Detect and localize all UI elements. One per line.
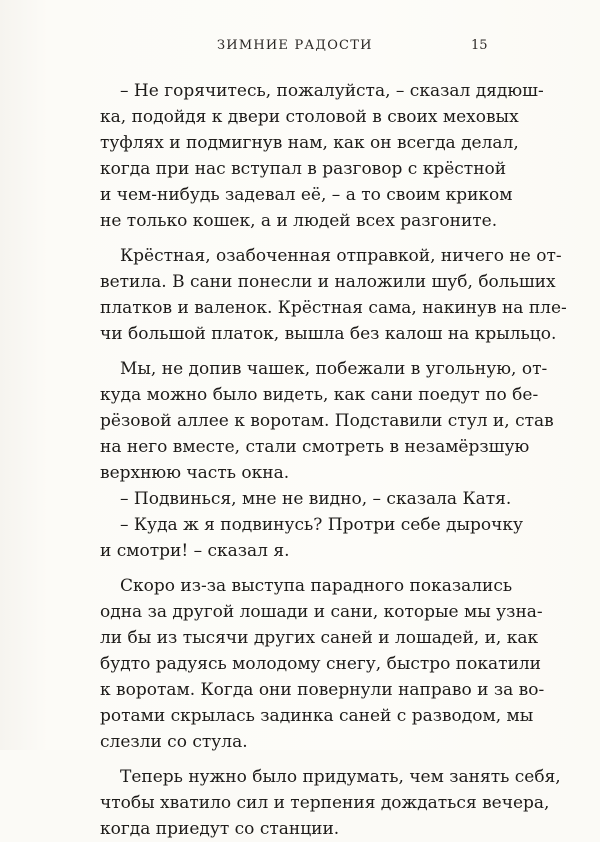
text-line: – Не горячитесь, пожалуйста, – сказал дядюш-	[120, 81, 544, 101]
text-line: к воротам. Когда они повернули направо и за во-	[100, 680, 545, 700]
page-header	[0, 38, 600, 58]
text-line: ротами скрылась задинка саней с разводом, мы	[100, 706, 534, 726]
text-line: – Куда ж я подвинусь? Протри себе дырочку	[120, 515, 524, 535]
paragraph	[100, 356, 554, 486]
text-line: и смотри! – сказал я.	[100, 541, 290, 561]
paragraph	[100, 243, 567, 347]
paragraph	[100, 486, 512, 512]
paragraph	[100, 512, 524, 564]
text-line: одна за другой лошади и сани, которые мы узна-	[100, 602, 543, 622]
text-line: платков и валенок. Крёстная сама, накинув на пле-	[100, 298, 567, 318]
text-line: куда можно было видеть, как сани поедут по бе-	[100, 385, 539, 405]
text-line: туфлях и подмигнув нам, как он всегда делал,	[100, 133, 519, 153]
paragraph	[100, 764, 561, 842]
text-line: когда при нас вступал в разговор с крёстной	[100, 159, 507, 179]
text-line: Крёстная, озабоченная отправкой, ничего не от-	[120, 246, 562, 266]
text-line: ка, подойдя к двери столовой в своих меховых	[100, 107, 519, 127]
body-text	[100, 78, 567, 842]
text-line: Теперь нужно было придумать, чем занять себя,	[120, 767, 561, 787]
text-line: чи большой платок, вышла без калош на крыльцо.	[100, 324, 557, 344]
text-line: Скоро из-за выступа парадного показались	[120, 576, 513, 596]
text-line: Мы, не допив чашек, побежали в угольную, от-	[120, 359, 548, 379]
text-line: будто радуясь молодому снегу, быстро покатили	[100, 654, 541, 674]
page-number: 15	[471, 38, 488, 53]
text-line: верхнюю часть окна.	[100, 463, 290, 483]
paragraph	[100, 78, 544, 234]
text-line: рёзовой аллее к воротам. Подставили стул и, став	[100, 411, 554, 431]
text-line: – Подвинься, мне не видно, – сказала Катя.	[120, 489, 512, 509]
running-title: ЗИМНИЕ РАДОСТИ	[217, 38, 373, 53]
text-line: когда приедут со станции.	[100, 819, 340, 839]
paragraph	[100, 573, 545, 755]
text-line: и чем-нибудь задевал её, – а то своим криком	[100, 185, 513, 205]
text-line: на него вместе, стали смотреть в незамёрзшую	[100, 437, 530, 457]
text-line: слезли со стула.	[100, 732, 248, 752]
text-line: ветила. В сани понесли и наложили шуб, больших	[100, 272, 556, 292]
text-line: ли бы из тысячи других саней и лошадей, и, как	[100, 628, 539, 648]
text-line: не только кошек, а и людей всех разгоните.	[100, 211, 498, 231]
text-line: чтобы хватило сил и терпения дождаться вечера,	[100, 793, 550, 813]
